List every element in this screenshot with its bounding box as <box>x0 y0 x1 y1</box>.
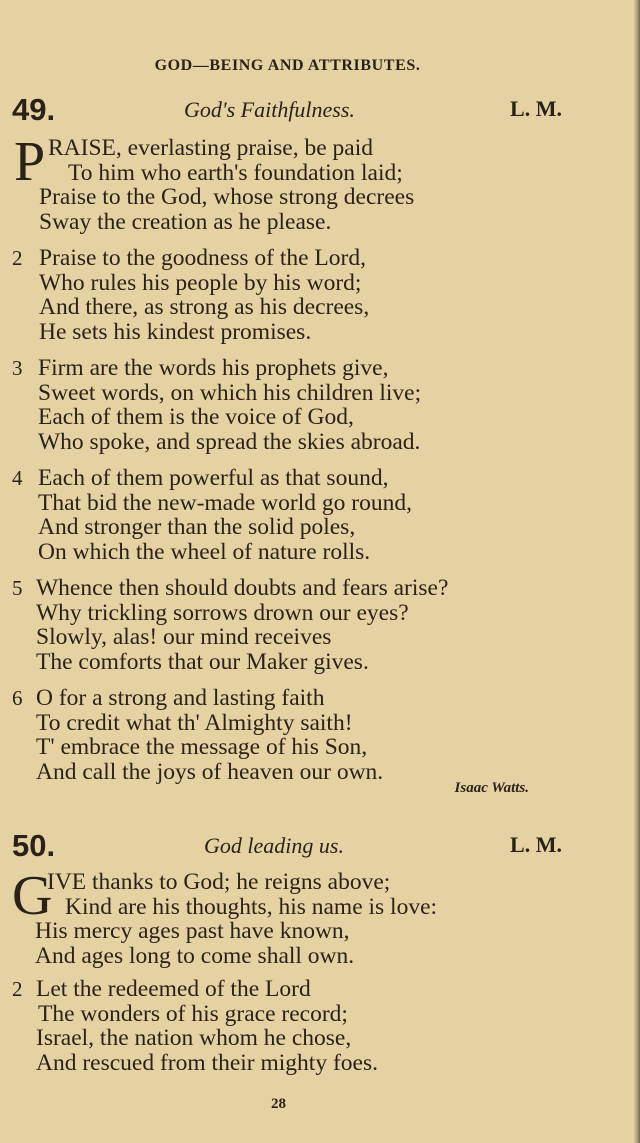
verse-line: His mercy ages past have known, <box>35 918 350 944</box>
verse-line: Praise to the God, whose strong decrees <box>39 184 415 210</box>
verse-line: And there, as strong as his decrees, <box>39 294 370 320</box>
stanza-number: 2 <box>12 977 23 1001</box>
verse-line: IVE thanks to God; he reigns above; <box>47 869 391 895</box>
verse-line: Israel, the nation whom he chose, <box>36 1025 352 1051</box>
page-number: 28 <box>271 1096 286 1112</box>
stanza-5 <box>0 576 600 674</box>
verse-line: Praise to the goodness of the Lord, <box>39 245 366 271</box>
hymn-number: 49. <box>12 92 56 127</box>
verse-line: On which the wheel of nature rolls. <box>38 538 371 565</box>
stanza-number: 5 <box>12 576 23 600</box>
verse-line: Whence then should doubts and fears arise? <box>36 575 449 601</box>
verse-line: Each of them is the voice of God, <box>38 404 354 430</box>
verse-line: Who rules his people by his word; <box>39 269 362 296</box>
hymn-header-50 <box>12 828 562 864</box>
verse-line: Sway the creation as he please. <box>39 208 332 235</box>
verse-line: Slowly, alas! our mind receives <box>36 624 332 650</box>
verse-line: Kind are his thoughts, his name is love: <box>65 893 438 920</box>
verse-line: O for a strong and lasting faith <box>36 685 325 711</box>
verse-line: T' embrace the message of his Son, <box>36 734 368 760</box>
stanza-6 <box>0 686 600 784</box>
dropcap-letter: P <box>14 131 46 193</box>
dropcap-letter: G <box>12 865 53 927</box>
verse-line: He sets his kindest promises. <box>39 318 312 345</box>
verse-line: Let the redeemed of the Lord <box>36 976 311 1002</box>
verse-line: And stronger than the solid poles, <box>38 514 356 540</box>
hymn-header-49 <box>12 92 562 128</box>
stanza-3 <box>0 356 600 454</box>
verse-line: Who spoke, and spread the skies abroad. <box>38 428 421 455</box>
verse-line: To him who earth's foundation laid; <box>68 159 403 186</box>
hymn-number: 50. <box>12 828 56 863</box>
verse-line: To credit what th' Almighty saith! <box>36 709 353 736</box>
stanza-4 <box>0 466 600 564</box>
stanza-2 <box>0 977 600 1075</box>
verse-line: RAISE, everlasting praise, be paid <box>48 135 373 161</box>
verse-line: And call the joys of heaven our own. <box>36 758 384 785</box>
stanza-number: 3 <box>12 356 23 380</box>
hymn-title: God's Faithfulness. <box>184 97 355 122</box>
stanza-number: 4 <box>12 466 23 490</box>
author-attribution: Isaac Watts. <box>454 780 529 796</box>
verse-line: Sweet words, on which his children live; <box>38 379 422 406</box>
page-edge <box>634 0 640 1143</box>
hymn-meter: L. M. <box>510 832 562 857</box>
verse-line: The wonders of his grace record; <box>38 1000 348 1027</box>
verse-line: Each of them powerful as that sound, <box>38 465 389 491</box>
stanza-number: 6 <box>12 686 23 710</box>
hymn-title: God leading us. <box>204 833 344 858</box>
running-head: GOD—BEING AND ATTRIBUTES. <box>154 57 421 74</box>
verse-line: Why trickling sorrows drown our eyes? <box>36 599 409 626</box>
verse-line: And rescued from their mighty foes. <box>36 1049 378 1076</box>
stanza-number: 2 <box>12 246 23 270</box>
verse-line: And ages long to come shall own. <box>35 942 355 969</box>
stanza-2 <box>0 246 600 344</box>
hymn-meter: L. M. <box>510 96 562 121</box>
verse-line: Firm are the words his prophets give, <box>38 355 389 381</box>
verse-line: That bid the new-made world go round, <box>38 489 412 516</box>
stanza-1 <box>0 865 600 969</box>
stanza-1 <box>0 131 600 235</box>
verse-line: The comforts that our Maker gives. <box>36 648 369 675</box>
